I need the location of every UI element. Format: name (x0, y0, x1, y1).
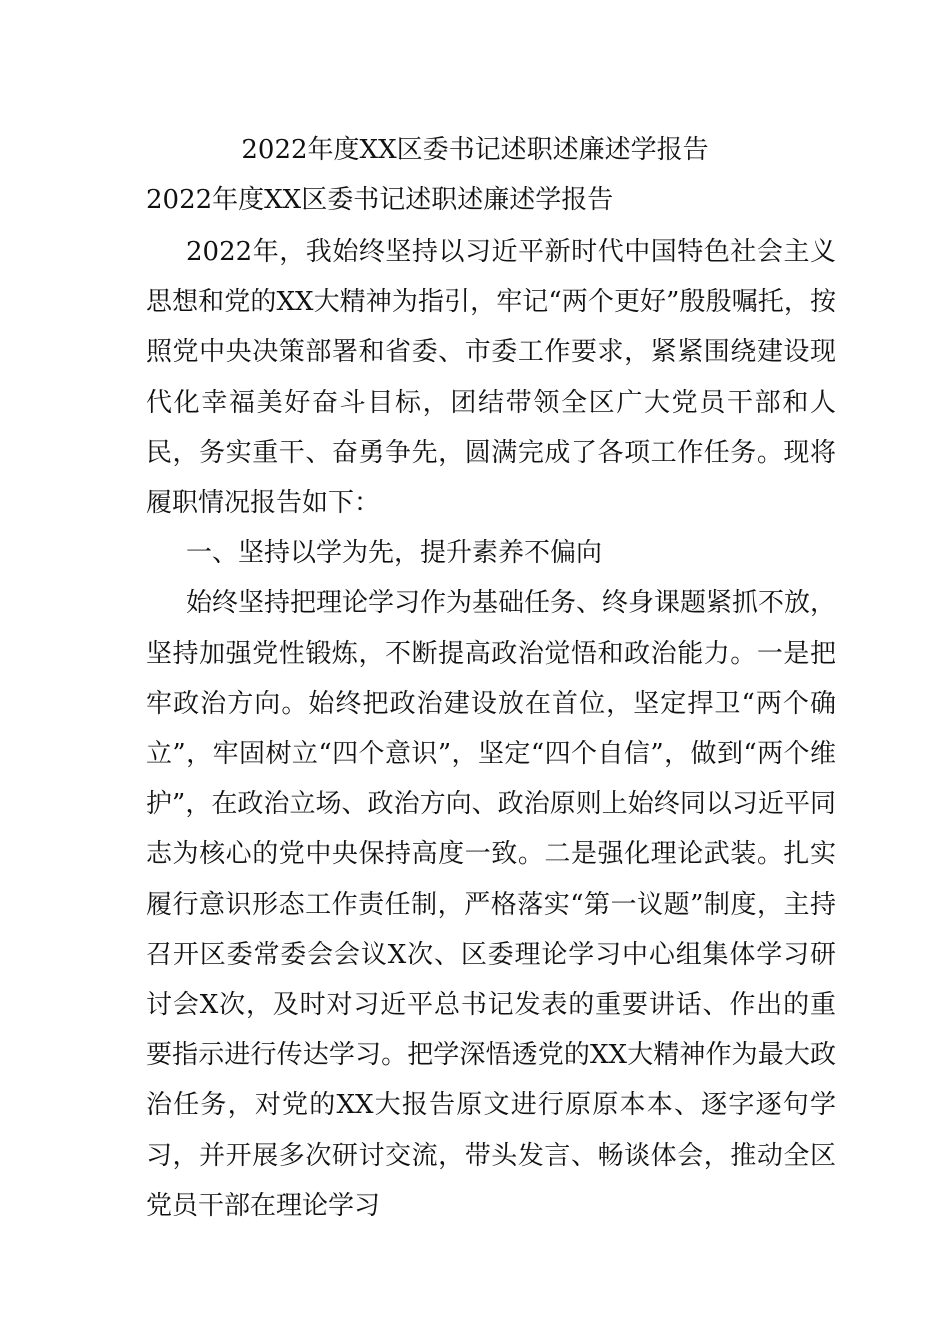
document-body (146, 227, 836, 1231)
section-heading: 一、坚持以学为先，提升素养不偏向 (186, 538, 603, 569)
document-subtitle: 2022年度XX区委书记述职述廉述学报告 (146, 185, 614, 215)
document-title: 2022年度XX区委书记述职述廉述学报告 (241, 135, 709, 165)
paragraph-intro: 2022年，我始终坚持以习近平新时代中国特色社会主义思想和党的XX大精神为指引，牢记“两个更好”殷殷嘱托，按照党中央决策部署和省委、市委工作要求，紧紧围绕建设现代化幸福美好奋斗目标，团结带领全区广大党员干部和人民，务实重干、奋勇争先，圆满完成了各项工作任务。现将履职情况报告如下： (146, 237, 836, 519)
paragraph-section-one: 始终坚持把理论学习作为基础任务、终身课题紧抓不放，坚持加强党性锻炼，不断提高政治觉悟和政治能力。一是把牢政治方向。始终把政治建设放在首位，坚定捍卫“两个确立”，牢固树立“四个意识”，坚定“四个自信”，做到“两个维护”，在政治立场、政治方向、政治原则上始终同以习近平同志为核心的党中央保持高度一致。二是强化理论武装。扎实履行意识形态工作责任制，严格落实“第一议题”制度，主持召开区委常委会会议X次、区委理论学习中心组集体学习研讨会X次，及时对习近平总书记发表的重要讲话、作出的重要指示进行传达学习。把学深悟透党的XX大精神作为最大政治任务，对党的XX大报告原文进行原原本本、逐字逐句学习，并开展多次研讨交流，带头发言、畅谈体会，推动全区党员干部在理论学习 (146, 588, 837, 1221)
